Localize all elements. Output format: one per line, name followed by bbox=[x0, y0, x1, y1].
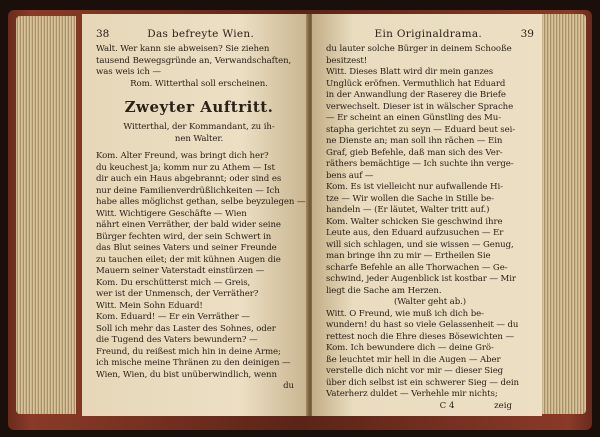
text-line: Vaterherz duldet — Verhehle mir nichts; bbox=[326, 389, 498, 399]
text-line: handeln — (Er läutet, Walter tritt auf.) bbox=[326, 205, 490, 215]
text-line: du lauter solche Bürger in deinem Schooße bbox=[326, 44, 512, 54]
page-edges-left bbox=[16, 16, 76, 414]
text-line: ich mische meine Thränen zu den deinigen — bbox=[96, 358, 291, 368]
text-line: Witt. Mein Sohn Eduard! bbox=[96, 300, 203, 311]
text-line: Kom. Ich bewundere dich — deine Grö- bbox=[326, 343, 494, 353]
text-line: schwind, jeder Augenblick ist kostbar — Mir bbox=[326, 274, 516, 284]
text-line: ße leuchtet mir hell in die Augen — Aber bbox=[326, 354, 501, 365]
character-line: nen Walter. bbox=[174, 133, 224, 144]
text-line: was weis ich — bbox=[96, 67, 161, 77]
text-line: Kom. Es ist vielleicht nur aufwallende Hi- bbox=[326, 182, 503, 192]
body-text bbox=[96, 151, 306, 393]
character-list bbox=[96, 122, 302, 145]
text-line: Unglück eröfnen. Vermuthlich hat Eduard bbox=[326, 78, 506, 89]
text-line: tausend Bewegsgründe an, Verwandschaften, bbox=[96, 55, 292, 66]
text-line: Kom. Walter schicken Sie geschwind ihre bbox=[326, 216, 503, 227]
page-number: 38 bbox=[96, 28, 110, 40]
text-line: Rom. Witterthal soll erscheinen. bbox=[130, 78, 268, 89]
text-line: verwechselt. Dieser ist in wälscher Sprache bbox=[326, 101, 514, 112]
text-line: die Tugend des Vaters bewundern? — bbox=[96, 335, 258, 345]
page-number: 39 bbox=[520, 28, 534, 40]
page-footer bbox=[326, 401, 534, 413]
text-line: Kom. Du erschütterst mich — Greis, bbox=[96, 277, 251, 288]
text-line: scharfe Befehle an alle Thorwachen — Ge- bbox=[326, 262, 508, 273]
text-line: bens auf — bbox=[326, 170, 374, 181]
text-line: Wien, Wien, du bist unüberwindlich, wenn bbox=[96, 369, 277, 380]
text-line: besitzest! bbox=[326, 55, 368, 66]
text-line: will sich schlagen, und sie wissen — Genug, bbox=[326, 239, 514, 250]
text-line: dir auch ein Haus abgebrannt; oder sind es bbox=[96, 174, 282, 184]
scene-heading: Zweyter Auftritt. bbox=[124, 98, 274, 116]
text-line: Graf, gieb Befehle, daß man sich des Ver- bbox=[326, 147, 503, 158]
text-line: über dich selbst ist ein schwerer Sieg — dein bbox=[326, 377, 519, 388]
text-line: du keuchest ja; komm nur zu Athem — Ist bbox=[96, 162, 275, 173]
text-line: Mauern seiner Vaterstadt einstürzen — bbox=[96, 266, 265, 276]
text-line: habe alles möglichst gethan, selbe beyzulegen — bbox=[96, 197, 306, 207]
catchword: zeig bbox=[494, 400, 512, 411]
body-text bbox=[326, 44, 534, 401]
right-page bbox=[312, 14, 542, 416]
text-line: Soll ich mehr das Laster des Sohnes, oder bbox=[96, 323, 276, 334]
text-line: nährt einen Verräther, der bald wider seine bbox=[96, 220, 281, 230]
text-line: Freund, du reißest mich hin in deine Arme; bbox=[96, 346, 281, 357]
text-line: Kom. Alter Freund, was bringt dich her? bbox=[96, 151, 269, 161]
text-line: wundern! du hast so viele Gelassenheit — du bbox=[326, 320, 519, 330]
text-line: das Blut seines Vaters und seiner Freunde bbox=[96, 243, 277, 253]
text-line: Leute aus, den Eduard aufzusuchen — Er bbox=[326, 228, 504, 238]
text-line: liegt die Sache am Herzen. bbox=[326, 285, 442, 296]
text-line: räthers bemächtige — Ich suchte ihn verge- bbox=[326, 159, 514, 169]
text-line: rettest noch die Ehre dieses Bösewichten — bbox=[326, 331, 514, 342]
opening-lines bbox=[96, 44, 302, 90]
left-page-header bbox=[96, 28, 302, 40]
text-line: Witt. O Freund, wie muß ich dich be- bbox=[326, 308, 484, 319]
text-line: Kom. Eduard! — Er ein Verräther — bbox=[96, 312, 250, 322]
page-edges-right bbox=[540, 14, 586, 414]
text-line: tze — Wir wollen die Sache in Stille be- bbox=[326, 193, 494, 204]
text-line: man bringe ihn zu mir — Ertheilen Sie bbox=[326, 251, 491, 261]
text-line: Witt. Wichtigere Geschäfte — Wien bbox=[96, 208, 247, 219]
text-line: Witt. Dieses Blatt wird dir mein ganzes bbox=[326, 67, 494, 77]
character-line: Witterthal, der Kommandant, zu ih- bbox=[123, 122, 275, 132]
text-line: verstelle dich nicht vor mir — dieser Sieg bbox=[326, 366, 504, 376]
text-line: — Er scheint an einen Günstling des Mu- bbox=[326, 113, 501, 123]
stage-direction: (Walter geht ab.) bbox=[393, 297, 466, 307]
text-line: Walt. Wer kann sie abweisen? Sie ziehen bbox=[96, 44, 270, 54]
text-line: stapha gerichtet zu seyn — Eduard beut sei- bbox=[326, 124, 516, 135]
text-line: in der Anwandlung der Raserey die Briefe bbox=[326, 90, 506, 100]
left-page bbox=[82, 14, 308, 416]
text-line: zu tauchen eilet; der mit kühnen Augen die bbox=[96, 254, 281, 265]
catchword: du bbox=[283, 381, 294, 391]
text-line: ne Dienste an; man soll ihn rächen — Ein bbox=[326, 136, 503, 146]
running-head: Das befreyte Wien. bbox=[147, 28, 255, 40]
text-line: wer ist der Unmensch, der Verräther? bbox=[96, 289, 259, 299]
text-line: nur deine Familienverdrüßlichkeiten — Ich bbox=[96, 185, 280, 196]
running-head: Ein Originaldrama. bbox=[374, 28, 483, 40]
right-page-header bbox=[326, 28, 534, 40]
text-line: Bürger fechten wird, der sein Schwert in bbox=[96, 231, 272, 242]
signature-mark: C 4 bbox=[439, 400, 455, 411]
